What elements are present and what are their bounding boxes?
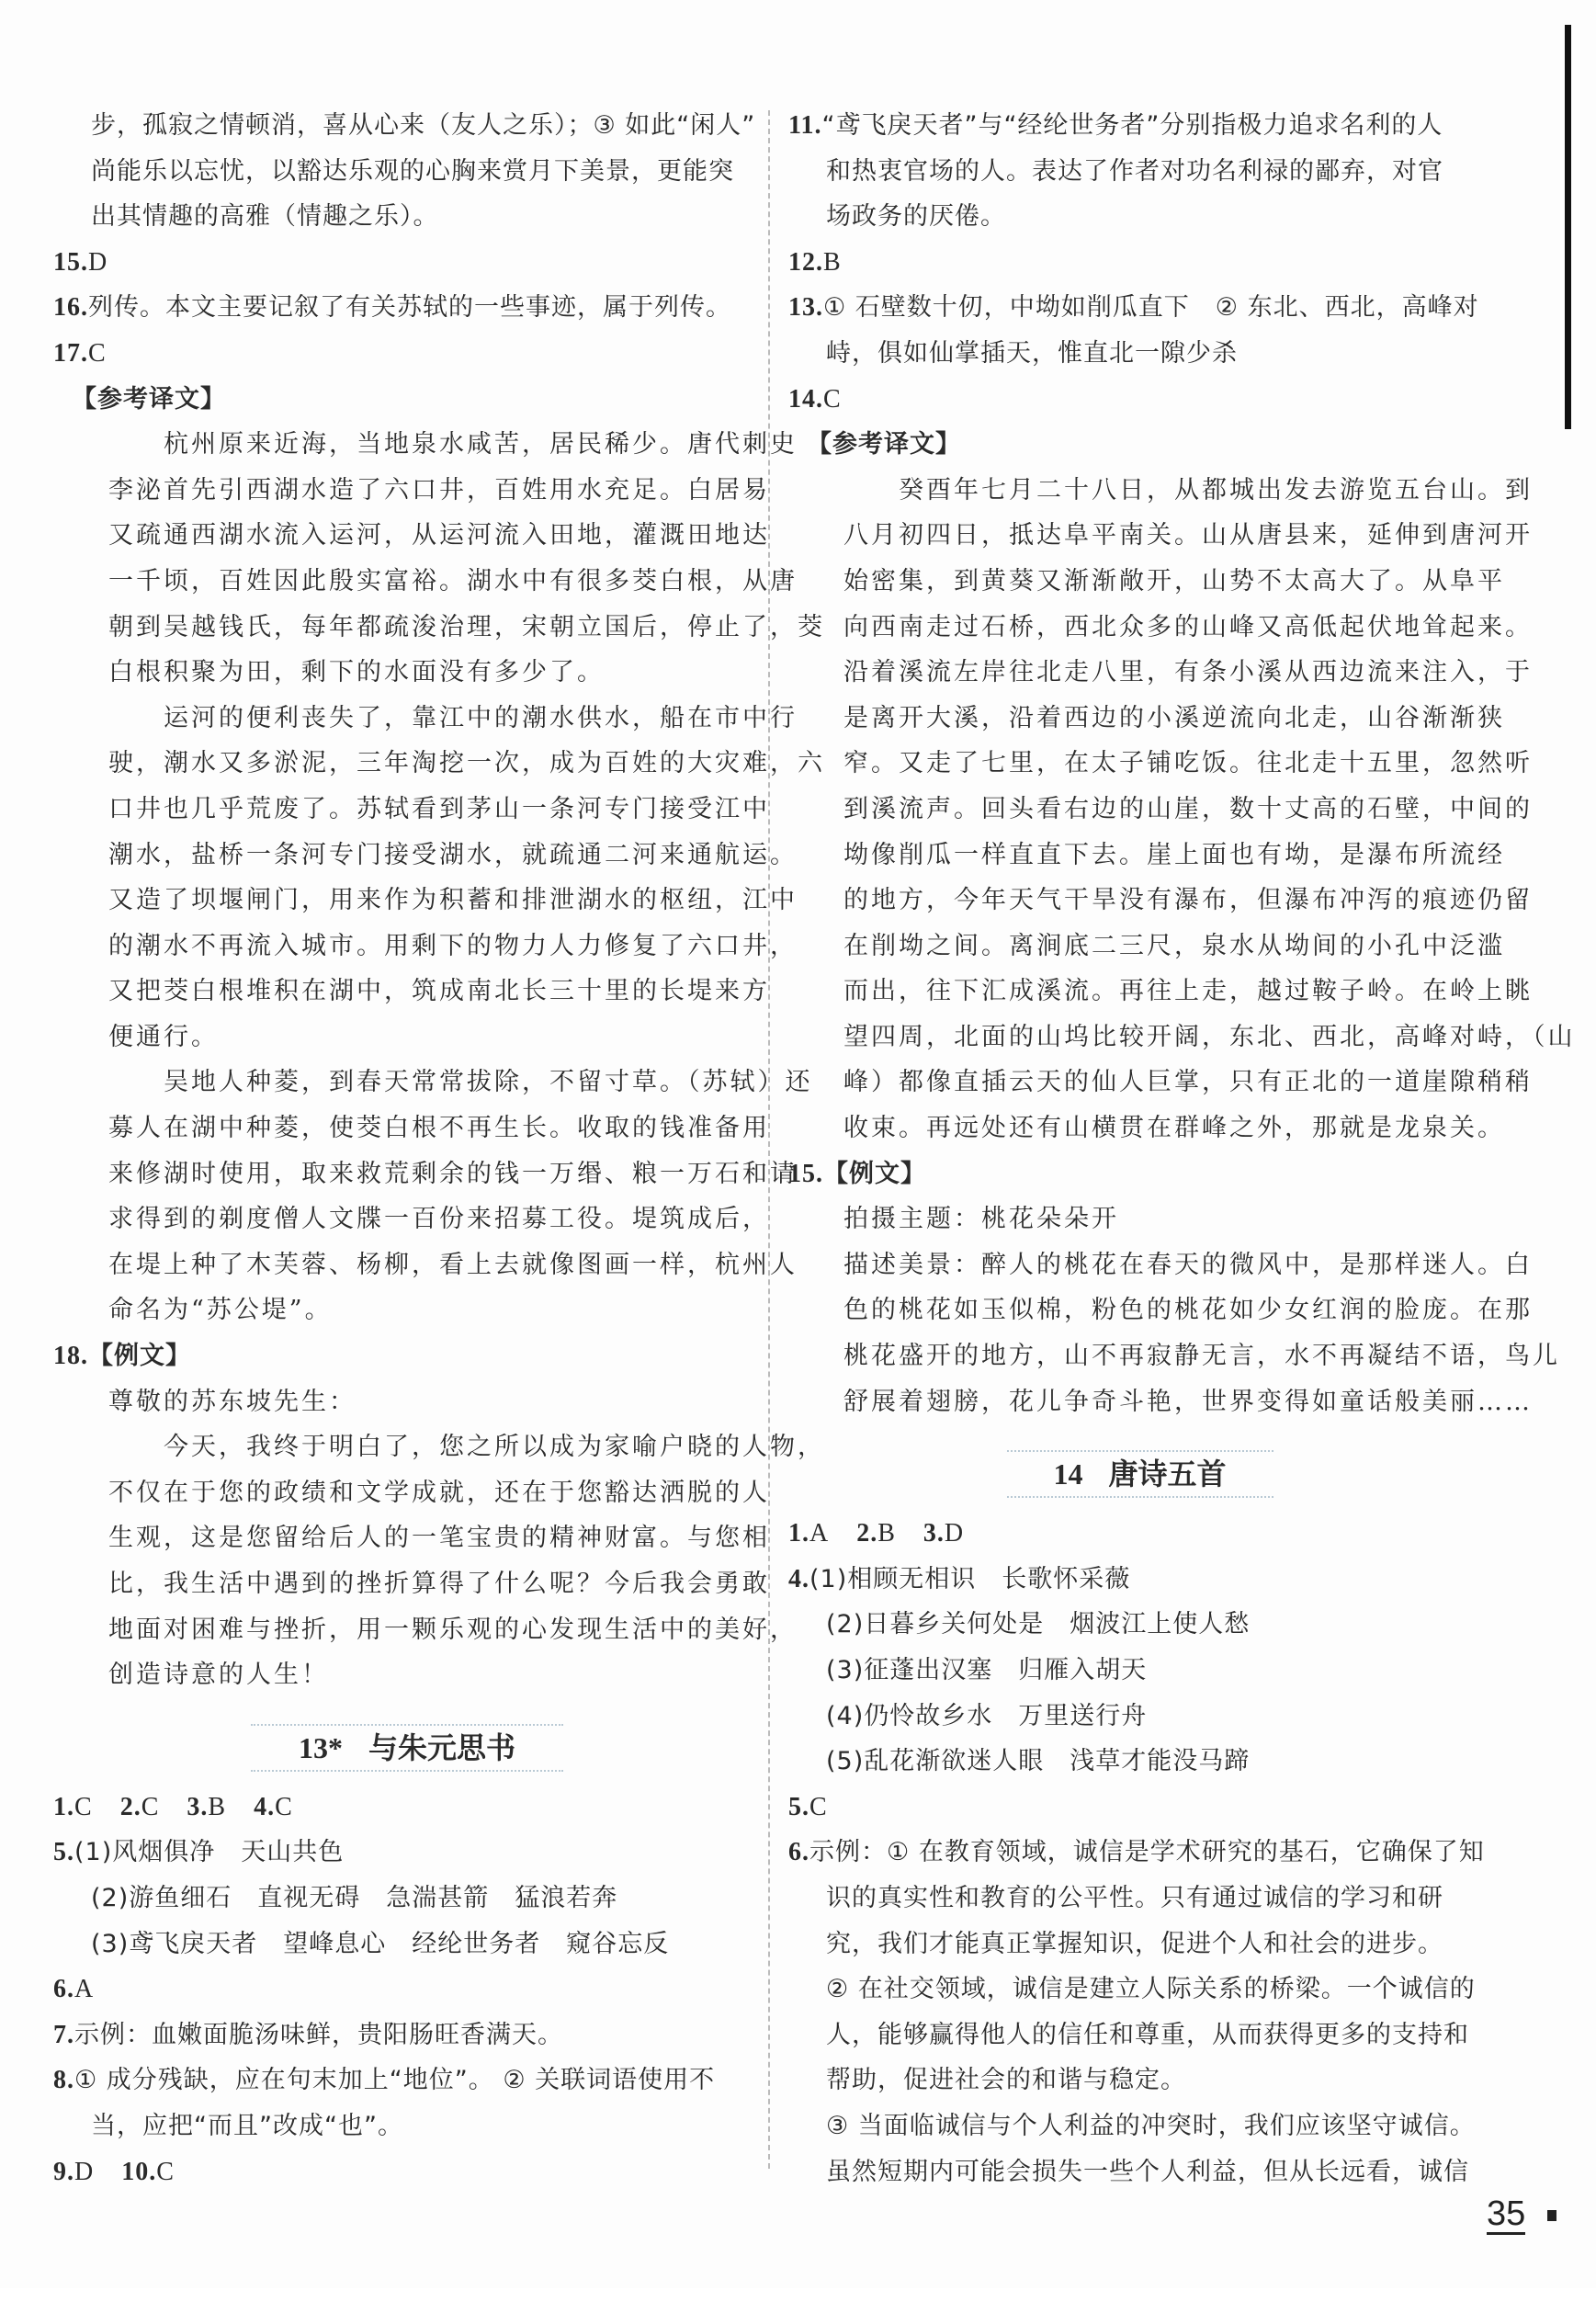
paragraph-line: 朝到吴越钱氏，每年都疏浚治理，宋朝立国后，停止了，茭 xyxy=(108,612,825,641)
answer-choice: C xyxy=(275,1792,293,1821)
paragraph-line: 始密集，到黄葵又渐渐敞开，山势不太高大了。从阜平 xyxy=(843,566,1505,595)
paragraph-line: 一千顷，百姓因此殷实富裕。湖水中有很多茭白根，从唐 xyxy=(108,566,798,595)
paragraph-line: 望四周，北面的山坞比较开阔，东北、西北，高峰对峙，（山 xyxy=(843,1022,1576,1051)
example-label: 【例文】 xyxy=(823,1159,926,1188)
answer-choice: C xyxy=(141,1792,160,1821)
question-number: 6. xyxy=(788,1838,809,1867)
paragraph-line: 在堤上种了木芙蓉、杨柳，看上去就像图画一样，杭州人 xyxy=(108,1250,798,1279)
paragraph-line: 不仅在于您的政绩和文学成就，还在于您豁达洒脱的人 xyxy=(108,1478,770,1507)
answer-text: B xyxy=(823,247,842,277)
question-6 xyxy=(53,1967,761,2013)
paragraph-line: 癸酉年七月二十八日，从都城出发去游览五台山。到 xyxy=(899,475,1533,505)
answer-text: D xyxy=(88,247,108,277)
question-number: 5. xyxy=(788,1792,809,1821)
question-number: 8. xyxy=(53,2066,74,2095)
question-number: 9. xyxy=(53,2157,74,2186)
question-number: 2. xyxy=(856,1519,878,1548)
paragraph-line: 运河的便利丧失了，靠江中的潮水供水，船在市中行 xyxy=(164,703,798,732)
question-15 xyxy=(53,240,761,286)
question-number: 3. xyxy=(187,1792,209,1821)
answer-text: 列传。本文主要记叙了有关苏轼的一些事迹，属于列传。 xyxy=(88,293,731,323)
answer-line: 出其情趣的高雅（情趣之乐）。 xyxy=(91,202,439,232)
paragraph-line: 收束。再远处还有山横贯在群峰之外，那就是龙泉关。 xyxy=(843,1114,1505,1143)
paragraph-line: 命名为“苏公堤”。 xyxy=(108,1296,333,1325)
paragraph-line: 比，我生活中遇到的挫折算得了什么呢？今后我会勇敢 xyxy=(108,1570,770,1598)
page-bottom-margin xyxy=(0,2288,1596,2313)
paragraph-line: 口井也几乎荒废了。苏轼看到茅山一条河专门接受江中 xyxy=(108,794,770,823)
paragraph-line: 向西南走过石桥，西北众多的山峰又高低起伏地耸起来。 xyxy=(843,612,1533,641)
reference-translation-label: 【参考译文】 xyxy=(72,384,226,414)
answer-line: 和热衷官场的人。表达了作者对功名利禄的鄙弃，对官 xyxy=(826,156,1443,186)
answer-choice: A xyxy=(809,1519,830,1548)
question-5 xyxy=(53,1830,761,1876)
paragraph-line: 拍摄主题：桃花朵朵开 xyxy=(843,1205,1119,1234)
answer-choice: B xyxy=(208,1792,227,1821)
paragraph-line: 吴地人种菱，到春天常常拔除，不留寸草。（苏轼）还 xyxy=(164,1068,813,1097)
answer-line: 人，能够赢得他人的信任和尊重，从而获得更多的支持和 xyxy=(826,2020,1469,2049)
question-4 xyxy=(788,1557,1491,1603)
reference-translation-label: 【参考译文】 xyxy=(807,430,961,459)
answer-text: “鸢飞戾天者”与“经纶世务者”分别指极力追求名利的人 xyxy=(821,111,1443,140)
question-number: 6. xyxy=(53,1975,74,2004)
question-number: 5. xyxy=(53,1838,74,1867)
paragraph-line: 驶，潮水又多淤泥，三年淘挖一次，成为百姓的大灾难，六 xyxy=(108,749,825,778)
example-label: 【例文】 xyxy=(88,1342,191,1371)
question-number: 4. xyxy=(254,1792,276,1821)
question-number: 2. xyxy=(119,1792,141,1821)
answer-item: (2)游鱼细石 直视无碍 急湍甚箭 猛浪若奔 xyxy=(91,1883,618,1912)
paragraph-line: 桃花盛开的地方，山不再寂静无言，水不再凝结不语，鸟儿 xyxy=(843,1342,1560,1371)
question-number: 16. xyxy=(53,293,88,323)
paragraph-line: 潮水，盐桥一条河专门接受湖水，就疏通二河来通航运。 xyxy=(108,840,798,869)
question-number: 15. xyxy=(788,1159,823,1188)
answer-line: 帮助，促进社会的和谐与稳定。 xyxy=(826,2066,1186,2095)
answers-1-3 xyxy=(788,1511,1491,1557)
answer-line: 步，孤寂之情顿消，喜从心来（友人之乐）；③ 如此“闲人” xyxy=(91,111,756,140)
question-11 xyxy=(788,103,1491,149)
paragraph-line: 白根积聚为田，剩下的水面没有多少了。 xyxy=(108,658,605,687)
answer-line: 场政务的厌倦。 xyxy=(826,202,1006,232)
answer-text: A xyxy=(74,1975,95,2004)
paragraph-line: 窄。又走了七里，在太子铺吃饭。往北走十五里，忽然听 xyxy=(843,749,1533,778)
question-17 xyxy=(53,331,761,377)
section-header-14 xyxy=(1007,1450,1273,1498)
section-number: 13* xyxy=(298,1730,343,1764)
answer-line: 当，应把“而且”改成“也”。 xyxy=(91,2111,403,2140)
paragraph-line: 来修湖时使用，取来救荒剩余的钱一万缗、粮一万石和请 xyxy=(108,1159,798,1188)
paragraph-line: 描述美景：醉人的桃花在春天的微风中，是那样迷人。白 xyxy=(843,1250,1533,1279)
answers-1-4 xyxy=(53,1785,761,1831)
page-number: 35 xyxy=(1487,2194,1526,2233)
answer-line: 峙，俱如仙掌插天，惟直北一隙少杀 xyxy=(826,338,1238,368)
question-number: 12. xyxy=(788,247,823,277)
question-number: 15. xyxy=(53,247,88,277)
paragraph-line: 八月初四日，抵达阜平南关。山从唐县来，延伸到唐河开 xyxy=(843,521,1533,550)
question-15 xyxy=(788,1151,1491,1197)
answer-item: (3)征蓬出汉塞 归雁入胡天 xyxy=(826,1656,1148,1684)
answer-line: 虽然短期内可能会损失一些个人利益，但从长远看，诚信 xyxy=(826,2157,1469,2186)
question-5 xyxy=(788,1785,1491,1831)
question-13 xyxy=(788,285,1491,331)
paragraph-line: 坳像削瓜一样直直下去。崖上面也有坳，是瀑布所流经 xyxy=(843,840,1505,869)
answer-line: 识的真实性和教育的公平性。只有通过诚信的学习和研 xyxy=(826,1883,1443,1912)
paragraph-line: 在削坳之间。离涧底二三尺，泉水从坳间的小孔中泛滥 xyxy=(843,931,1505,960)
question-number: 18. xyxy=(53,1342,88,1371)
answer-text: 示例：血嫩面脆汤味鲜，贵阳肠旺香满天。 xyxy=(74,2020,563,2049)
paragraph-line: 又造了坝堰闸门，用来作为积蓄和排泄湖水的枢纽，江中 xyxy=(108,886,798,915)
question-number: 10. xyxy=(121,2157,157,2186)
answer-text: 示例：① 在教育领域，诚信是学术研究的基石，它确保了知 xyxy=(809,1838,1485,1867)
answer-text: C xyxy=(88,338,107,368)
answer-item: (4)仍怜故乡水 万里送行舟 xyxy=(826,1701,1148,1730)
question-7 xyxy=(53,2013,761,2058)
answer-item: (3)鸢飞戾天者 望峰息心 经纶世务者 窥谷忘反 xyxy=(91,1929,670,1958)
paragraph-line: 杭州原来近海，当地泉水咸苦，居民稀少。唐代刺史 xyxy=(164,430,798,459)
answer-line: 尚能乐以忘忧，以豁达乐观的心胸来赏月下美景，更能突 xyxy=(91,156,734,186)
answer-choice: D xyxy=(74,2157,95,2186)
question-number: 1. xyxy=(788,1519,809,1548)
paragraph-line: 而出，往下汇成溪流。再往上走，越过鞍子岭。在岭上眺 xyxy=(843,977,1533,1006)
right-column xyxy=(788,103,1576,2194)
question-number: 13. xyxy=(788,293,823,323)
answer-line: 究，我们才能真正掌握知识，促进个人和社会的进步。 xyxy=(826,1929,1443,1958)
paragraph-line: 又疏通西湖水流入运河，从运河流入田地，灌溉田地达 xyxy=(108,521,770,550)
paragraph-line: 舒展着翅膀，花儿争奇斗艳，世界变得如童话般美丽…… xyxy=(843,1387,1533,1416)
answer-item: (5)乱花渐欲迷人眼 浅草才能没马蹄 xyxy=(826,1747,1251,1776)
paragraph-line: 今天，我终于明白了，您之所以成为家喻户晓的人物， xyxy=(164,1433,825,1462)
answer-text: C xyxy=(823,384,842,414)
paragraph-line: 创造诗意的人生！ xyxy=(108,1661,329,1690)
paragraph-line: 便通行。 xyxy=(108,1022,219,1051)
answer-line: ② 在社交领域，诚信是建立人际关系的桥梁。一个诚信的 xyxy=(826,1975,1476,2004)
paragraph-line: 尊敬的苏东坡先生： xyxy=(108,1387,357,1416)
paragraph-line: 沿着溪流左岸往北走八里，有条小溪从西边流来注入，于 xyxy=(843,658,1533,687)
answer-line: ③ 当面临诚信与个人利益的冲突时，我们应该坚守诚信。 xyxy=(826,2111,1476,2140)
answer-text: ① 成分残缺，应在句末加上“地位”。 ② 关联词语使用不 xyxy=(74,2066,716,2095)
answer-item: (1)相顾无相识 长歌怀采薇 xyxy=(809,1564,1131,1593)
question-number: 4. xyxy=(788,1564,809,1593)
question-number: 17. xyxy=(53,338,88,368)
answers-9-10 xyxy=(53,2149,761,2195)
question-number: 1. xyxy=(53,1792,74,1821)
question-18 xyxy=(53,1333,761,1379)
answer-text: ① 石壁数十仞，中坳如削瓜直下 ② 东北、西北，高峰对 xyxy=(823,293,1479,323)
question-number: 3. xyxy=(923,1519,945,1548)
paragraph-line: 色的桃花如玉似棉，粉色的桃花如少女红润的脸庞。在那 xyxy=(843,1296,1533,1325)
question-14 xyxy=(788,377,1491,423)
example-text xyxy=(788,1196,1560,1424)
paragraph-line: 的潮水不再流入城市。用剩下的物力人力修复了六口井， xyxy=(108,931,798,960)
paragraph-line: 地面对困难与挫折，用一颗乐观的心发现生活中的美好， xyxy=(108,1615,798,1644)
answer-choice: C xyxy=(74,1792,93,1821)
answer-item: (1)风烟俱净 天山共色 xyxy=(74,1838,345,1867)
reference-translation xyxy=(788,468,1576,1151)
question-6 xyxy=(788,1830,1491,1876)
page-number-marker xyxy=(1547,2210,1556,2221)
paragraph-line: 求得到的剃度僧人文牒一百份来招募工役。堤筑成后， xyxy=(108,1205,770,1234)
example-letter xyxy=(53,1379,825,1698)
paragraph-line: 峰）都像直插云天的仙人巨掌，只有正北的一道崖隙稍稍 xyxy=(843,1068,1533,1097)
page-edge-bar xyxy=(1565,25,1571,429)
paragraph-line: 的地方，今年天气干旱没有瀑布，但瀑布冲泻的痕迹仍留 xyxy=(843,886,1533,915)
section-title: 唐诗五首 xyxy=(1108,1457,1227,1492)
paragraph-line: 到溪流声。回头看右边的山崖，数十丈高的石壁，中间的 xyxy=(843,794,1533,823)
answer-item: (2)日暮乡关何处是 烟波江上使人愁 xyxy=(826,1610,1251,1639)
answer-choice: B xyxy=(877,1519,896,1548)
section-title: 与朱元思书 xyxy=(368,1729,515,1765)
answer-text: C xyxy=(809,1792,828,1821)
paragraph-line: 又把茭白根堆积在湖中，筑成南北长三十里的长堤来方 xyxy=(108,977,770,1006)
question-12 xyxy=(788,240,1491,286)
question-number: 14. xyxy=(788,384,823,414)
question-number: 11. xyxy=(788,111,822,140)
answer-choice: C xyxy=(156,2157,175,2186)
section-header-13 xyxy=(251,1724,563,1772)
answer-choice: D xyxy=(944,1519,965,1548)
question-16 xyxy=(53,285,761,331)
question-8 xyxy=(53,2058,761,2103)
section-number: 14 xyxy=(1053,1457,1083,1491)
paragraph-line: 募人在湖中种菱，使茭白根不再生长。收取的钱准备用 xyxy=(108,1114,770,1143)
paragraph-line: 生观，这是您留给后人的一笔宝贵的精神财富。与您相 xyxy=(108,1524,770,1553)
question-number: 7. xyxy=(53,2020,74,2049)
paragraph-line: 是离开大溪，沿着西边的小溪逆流向北走，山谷渐渐狭 xyxy=(843,703,1505,732)
paragraph-line: 李泌首先引西湖水造了六口井，百姓用水充足。白居易 xyxy=(108,475,770,505)
